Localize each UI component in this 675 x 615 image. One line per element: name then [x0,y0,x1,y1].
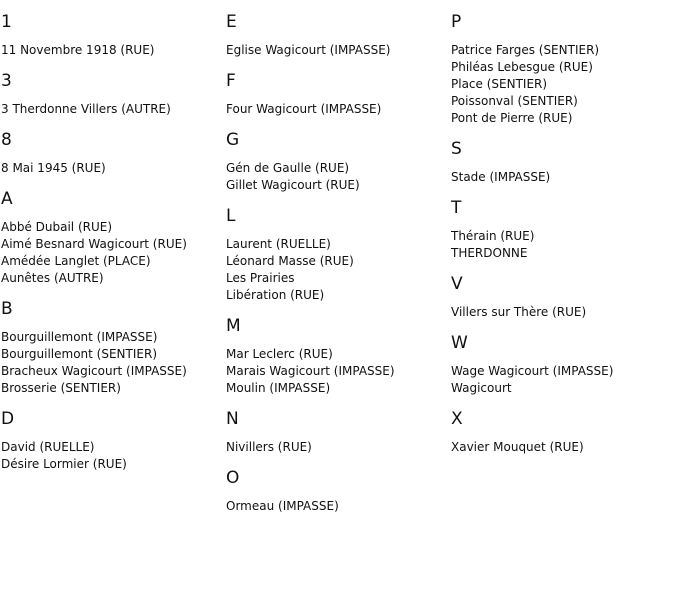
letter-group [1,12,225,59]
letter-heading: B [1,299,13,319]
letter-group [1,409,225,473]
street-link[interactable]: Nivillers (RUE) [226,440,312,454]
street-list [226,42,450,59]
letter-group [1,130,225,177]
list-item [226,236,450,253]
street-list [1,329,225,397]
list-item [451,110,675,127]
street-link[interactable]: Philéas Lebesgue (RUE) [451,60,593,74]
list-item [1,101,225,118]
street-link[interactable]: Wage Wagicourt (IMPASSE) [451,364,614,378]
street-list [226,160,450,194]
list-item [1,439,225,456]
letter-group [1,189,225,287]
street-link[interactable]: Ormeau (IMPASSE) [226,499,339,513]
street-link[interactable]: Amédée Langlet (PLACE) [1,254,151,268]
list-item [1,380,225,397]
list-item [451,76,675,93]
street-list [451,304,675,321]
letter-heading: G [226,130,240,150]
street-link[interactable]: Four Wagicourt (IMPASSE) [226,102,382,116]
letter-group [451,198,675,262]
list-item [451,380,675,397]
list-item [226,346,450,363]
letter-heading: M [226,316,241,336]
letter-heading: V [451,274,463,294]
letter-heading: L [226,206,236,226]
street-link[interactable]: Laurent (RUELLE) [226,237,331,251]
letter-heading: D [1,409,15,429]
list-item [1,363,225,380]
letter-group [451,139,675,186]
street-link[interactable]: Désire Lormier (RUE) [1,457,127,471]
letter-heading: O [226,468,240,488]
letter-group [451,409,675,456]
list-item [451,363,675,380]
list-item [226,253,450,270]
street-link[interactable]: Poissonval (SENTIER) [451,94,578,108]
street-link[interactable]: THERDONNE [451,246,528,260]
list-item [226,363,450,380]
list-item [451,228,675,245]
letter-group [226,12,450,59]
street-link[interactable]: Eglise Wagicourt (IMPASSE) [226,43,391,57]
street-list [1,42,225,59]
letter-group [226,409,450,456]
letter-heading: F [226,71,236,91]
street-link[interactable]: Villers sur Thère (RUE) [451,305,587,319]
street-link[interactable]: Bourguillemont (IMPASSE) [1,330,158,344]
list-item [1,329,225,346]
list-item [451,59,675,76]
street-index-column-2 [226,12,450,527]
list-item [451,169,675,186]
list-item [226,270,450,287]
letter-group [1,71,225,118]
list-item [451,93,675,110]
letter-group [1,299,225,397]
street-list [226,439,450,456]
list-item [451,245,675,262]
street-link[interactable]: 3 Therdonne Villers (AUTRE) [1,102,171,116]
letter-group [451,333,675,397]
letter-heading: S [451,139,462,159]
list-item [226,101,450,118]
letter-group [226,206,450,304]
letter-heading: A [1,189,13,209]
letter-group [226,468,450,515]
letter-group [226,130,450,194]
street-link[interactable]: Marais Wagicourt (IMPASSE) [226,364,395,378]
letter-heading: X [451,409,463,429]
street-index-column-3 [451,12,675,468]
list-item [1,160,225,177]
street-link[interactable]: 11 Novembre 1918 (RUE) [1,43,155,57]
street-list [1,219,225,287]
street-link[interactable]: Gén de Gaulle (RUE) [226,161,350,175]
letter-group [451,12,675,127]
street-list [451,42,675,127]
list-item [451,439,675,456]
list-item [451,304,675,321]
letter-heading: P [451,12,462,32]
street-link[interactable]: Stade (IMPASSE) [451,170,551,184]
list-item [1,253,225,270]
letter-group [451,274,675,321]
street-link[interactable]: Les Prairies [226,271,295,285]
letter-group [226,71,450,118]
list-item [1,346,225,363]
list-item [1,219,225,236]
list-item [226,439,450,456]
letter-heading: 3 [1,71,12,91]
list-item [1,270,225,287]
street-link[interactable]: Place (SENTIER) [451,77,548,91]
street-list [226,101,450,118]
street-link[interactable]: Gillet Wagicourt (RUE) [226,178,360,192]
street-link[interactable]: Libération (RUE) [226,288,325,302]
street-list [1,101,225,118]
street-list [451,363,675,397]
letter-heading: 8 [1,130,12,150]
list-item [1,236,225,253]
street-list [1,439,225,473]
street-list [451,228,675,262]
letter-heading: W [451,333,468,353]
letter-heading: E [226,12,237,32]
street-link[interactable]: Aimé Besnard Wagicourt (RUE) [1,237,187,251]
list-item [226,380,450,397]
street-link[interactable]: Thérain (RUE) [451,229,535,243]
street-link[interactable]: Abbé Dubail (RUE) [1,220,113,234]
letter-heading: T [451,198,462,218]
street-list [226,498,450,515]
street-link[interactable]: Léonard Masse (RUE) [226,254,354,268]
list-item [1,42,225,59]
list-item [226,498,450,515]
street-list [226,346,450,397]
street-list [1,160,225,177]
street-link[interactable]: Wagicourt [451,381,512,395]
street-link[interactable]: Bourguillemont (SENTIER) [1,347,157,361]
letter-heading: N [226,409,239,429]
street-list [451,169,675,186]
street-link[interactable]: 8 Mai 1945 (RUE) [1,161,106,175]
street-link[interactable]: Patrice Farges (SENTIER) [451,43,600,57]
street-link[interactable]: Pont de Pierre (RUE) [451,111,573,125]
street-link[interactable]: Aunêtes (AUTRE) [1,271,104,285]
list-item [226,42,450,59]
street-list [451,439,675,456]
street-link[interactable]: Mar Leclerc (RUE) [226,347,333,361]
list-item [226,287,450,304]
street-link[interactable]: Moulin (IMPASSE) [226,381,331,395]
list-item [1,456,225,473]
list-item [451,42,675,59]
street-index-column-1 [1,12,225,485]
street-link[interactable]: David (RUELLE) [1,440,95,454]
street-link[interactable]: Brosserie (SENTIER) [1,381,121,395]
street-link[interactable]: Bracheux Wagicourt (IMPASSE) [1,364,187,378]
letter-group [226,316,450,397]
letter-heading: 1 [1,12,12,32]
list-item [226,177,450,194]
list-item [226,160,450,177]
street-list [226,236,450,304]
street-link[interactable]: Xavier Mouquet (RUE) [451,440,584,454]
